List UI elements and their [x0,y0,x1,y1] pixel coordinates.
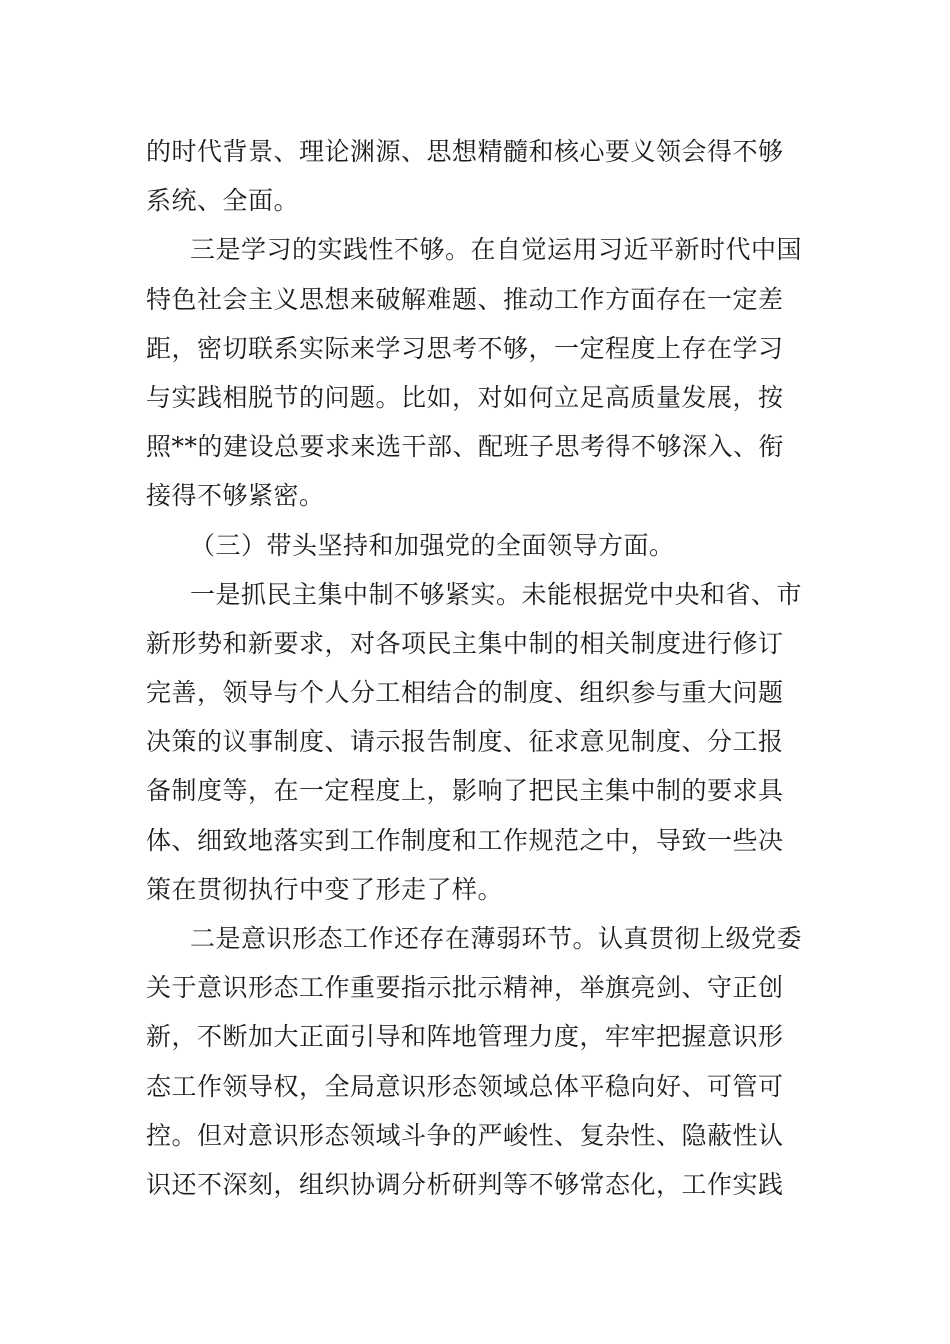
text-line: 完善，领导与个人分工相结合的制度、组织参与重大问题 [146,678,784,708]
paragraph-start: 一是抓民主集中制不够紧实。未能根据党中央和省、市 [190,579,803,609]
text-line: 与实践相脱节的问题。比如，对如何立足高质量发展，按 [146,382,784,412]
text-line: 识还不深刻，组织协调分析研判等不够常态化，工作实践 [146,1169,784,1199]
text-line: 态工作领导权，全局意识形态领域总体平稳向好、可管可 [146,1071,784,1101]
text-line: 距，密切联系实际来学习思考不够，一定程度上存在学习 [146,333,784,363]
section-heading: （三）带头坚持和加强党的全面领导方面。 [190,530,675,560]
text-line: 关于意识形态工作重要指示批示精神，举旗亮剑、守正创 [146,973,784,1003]
text-line: 系统、全面。 [146,186,300,216]
text-line: 照**的建设总要求来选干部、配班子思考得不够深入、衔 [146,432,785,462]
text-line: 特色社会主义思想来破解难题、推动工作方面存在一定差 [146,284,784,314]
paragraph-start: 二是意识形态工作还存在薄弱环节。认真贯彻上级党委 [190,924,803,953]
text-line: 策在贯彻执行中变了形走了样。 [146,874,504,904]
text-line: 体、细致地落实到工作制度和工作规范之中，导致一些决 [146,825,784,855]
text-line: 新，不断加大正面引导和阵地管理力度，牢牢把握意识形 [146,1022,784,1052]
text-line: 的时代背景、理论渊源、思想精髓和核心要义领会得不够 [146,137,784,166]
text-line: 接得不够紧密。 [146,481,325,511]
paragraph-start: 三是学习的实践性不够。在自觉运用习近平新时代中国 [190,235,803,265]
text-line: 备制度等，在一定程度上，影响了把民主集中制的要求具 [146,776,784,806]
text-line: 新形势和新要求，对各项民主集中制的相关制度进行修订 [146,628,784,658]
text-line: 控。但对意识形态领域斗争的严峻性、复杂性、隐蔽性认 [146,1120,784,1150]
document-body [146,127,810,1209]
text-line: 决策的议事制度、请示报告制度、征求意见制度、分工报 [146,727,784,757]
